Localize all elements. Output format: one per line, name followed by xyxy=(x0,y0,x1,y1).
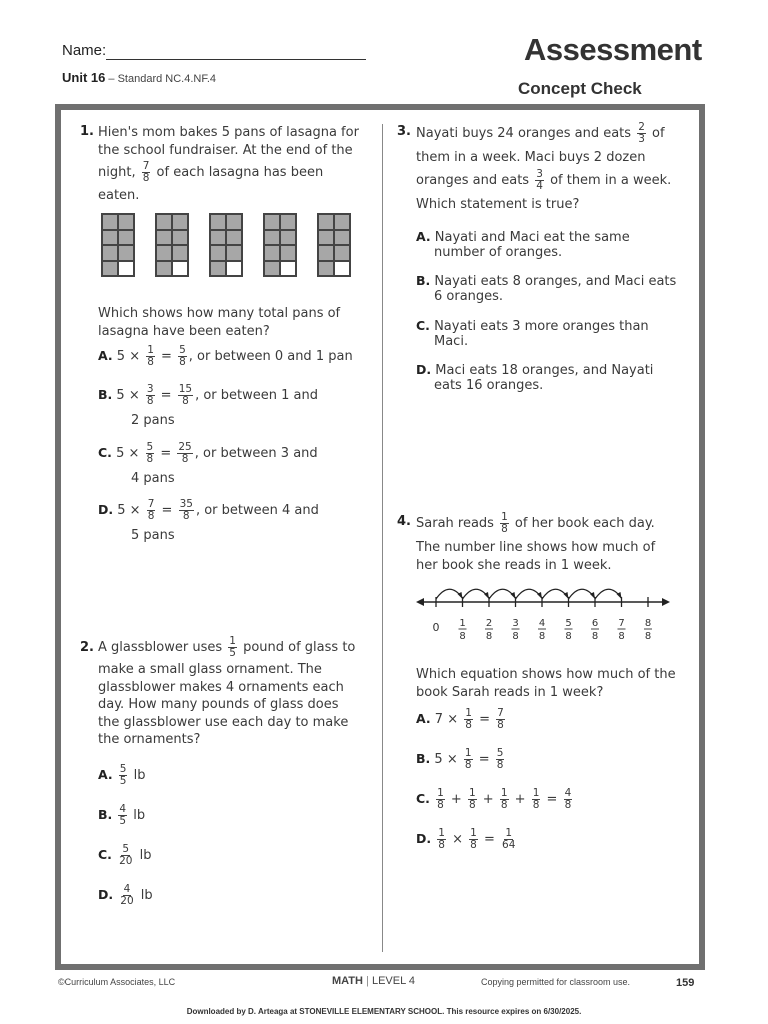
q3-text xyxy=(416,122,671,213)
q3-text-line: Which statement is true? xyxy=(416,196,580,212)
q1-option-d[interactable]: D. 5 × $\frac{7}{8}$ = $\frac{35}{8}$ , or between 4 and 5 pans xyxy=(98,498,319,543)
option-label: B. xyxy=(416,273,431,288)
q3-text-part: of xyxy=(652,126,665,141)
option-text: number of oranges. xyxy=(434,245,563,260)
fraction xyxy=(500,788,509,811)
option-label: D. xyxy=(98,502,114,517)
q2-text-line: day. How many pounds of glass does xyxy=(98,697,339,712)
option-unit: lb xyxy=(140,888,153,903)
frac-den: 8 xyxy=(500,799,508,811)
frac-den: 8 xyxy=(147,510,155,522)
option-text: 7 × xyxy=(434,712,459,727)
q1-prompt-line: Which shows how many total pans of xyxy=(98,306,341,321)
q2-text-line: the ornaments? xyxy=(98,732,201,747)
frac-den: 8 xyxy=(501,523,508,535)
option-text: 5 × xyxy=(116,446,140,461)
frac-den: 5 xyxy=(229,647,236,659)
q2-text-part: A glassblower uses xyxy=(98,640,223,655)
frac-den: 64 xyxy=(502,839,516,851)
frac-num: 5 xyxy=(119,763,127,775)
q3-text-part: of them in a week. xyxy=(550,172,672,188)
fraction xyxy=(564,788,573,811)
option-label: B. xyxy=(98,807,113,822)
frac-num: 3 xyxy=(146,383,154,395)
q2-text-part: pound of glass to xyxy=(243,640,356,655)
footer-level-text: LEVEL 4 xyxy=(371,975,415,987)
q4-option-c[interactable] xyxy=(416,788,574,811)
option-text: 6 oranges. xyxy=(434,289,504,304)
option-label: C. xyxy=(416,791,430,806)
axis-arrow-left xyxy=(416,598,424,606)
q1-option-a[interactable]: A. 5 × $\frac{1}{8}$ = $\frac{5}{8}$ , or between 0 and 1 pan xyxy=(98,344,353,368)
frac-den: 8 xyxy=(146,395,154,407)
q2-text-line: make a small glass ornament. The xyxy=(98,662,322,677)
tick-label-denominator: 8 xyxy=(644,631,652,642)
plus-sign: + xyxy=(450,792,462,807)
option-text: 5 × xyxy=(434,752,458,767)
option-text: , or between 4 and xyxy=(195,503,319,518)
frac-num: 7 xyxy=(142,160,150,172)
frac-den: 8 xyxy=(532,799,540,811)
concept-check-title: Concept Check xyxy=(518,79,642,98)
q2-text-line: the glassblower use each day to make xyxy=(98,714,349,730)
q3-text-line: them in a week. Maci buys 2 dozen xyxy=(416,150,646,165)
option-unit: lb xyxy=(139,848,152,863)
name-line[interactable] xyxy=(106,59,366,60)
frac-den: 8 xyxy=(470,839,477,851)
name-label: Name: xyxy=(62,42,107,59)
option-text: , or between 3 and xyxy=(194,446,318,461)
q3-option-c[interactable] xyxy=(416,318,649,349)
fraction xyxy=(228,636,237,659)
frac-num: 1 xyxy=(438,827,445,839)
number-line-group xyxy=(416,589,670,642)
option-unit: lb xyxy=(133,808,146,823)
frac-den: 8 xyxy=(497,719,504,731)
option-text: Maci eats 18 oranges, and Nayati xyxy=(435,363,654,378)
frac-num: 15 xyxy=(178,383,193,395)
q1-text xyxy=(98,124,359,205)
tick-label-denominator: 8 xyxy=(591,631,599,642)
q2-text-line xyxy=(98,636,355,659)
option-text: 5 pans xyxy=(131,528,175,543)
copyright: ©Curriculum Associates, LLC xyxy=(58,977,176,987)
frac-num: 4 xyxy=(564,787,572,799)
times-sign: × xyxy=(452,832,463,847)
option-label: C. xyxy=(98,445,112,460)
frac-num: 1 xyxy=(468,787,476,799)
fraction xyxy=(437,828,446,851)
frac-den: 20 xyxy=(119,855,133,867)
q3-text-part: Nayati buys 24 oranges and eats xyxy=(416,126,632,141)
q4-text-line xyxy=(416,512,655,535)
frac-num: 1 xyxy=(501,511,508,523)
lasagna-pan xyxy=(101,213,135,277)
frac-den: 8 xyxy=(438,839,445,851)
frac-num: 1 xyxy=(437,787,444,799)
option-label: D. xyxy=(416,362,432,377)
option-text: Nayati eats 8 oranges, and Maci eats xyxy=(434,274,677,289)
fraction xyxy=(501,828,516,851)
fraction xyxy=(177,442,192,465)
unit-line xyxy=(62,70,216,85)
tick-label-numerator: 4 xyxy=(538,618,546,629)
q4-prompt xyxy=(416,666,676,701)
fraction xyxy=(146,442,155,465)
option-text: eats 16 oranges. xyxy=(434,378,544,393)
frac-num: 2 xyxy=(638,121,645,133)
q2-text xyxy=(98,636,355,749)
option-label: B. xyxy=(98,387,113,402)
frac-num: 1 xyxy=(465,707,472,719)
fraction xyxy=(119,884,134,907)
lasagna-pan xyxy=(155,213,189,277)
option-text: 5 × xyxy=(117,503,141,518)
tick-label-denominator: 8 xyxy=(538,631,546,642)
fraction xyxy=(178,384,193,407)
q3-number: 3. xyxy=(397,124,411,139)
fraction xyxy=(142,161,151,184)
equals-sign: = xyxy=(479,712,490,727)
tick-label-denominator: 8 xyxy=(565,631,572,642)
frac-num: 5 xyxy=(146,441,154,453)
fraction xyxy=(464,748,473,771)
fraction xyxy=(532,788,541,811)
q3-option-a[interactable] xyxy=(416,229,630,260)
frac-num: 7 xyxy=(147,498,155,510)
plus-sign: + xyxy=(482,792,494,807)
frac-num: 4 xyxy=(123,883,131,895)
tick-label-denominator: 8 xyxy=(618,631,625,642)
q4-text-part: of her book each day. xyxy=(514,516,655,531)
fraction xyxy=(146,345,155,368)
q4-text-part: Sarah reads xyxy=(416,516,494,531)
frac-num: 5 xyxy=(496,747,504,759)
q1-text-line: eaten. xyxy=(98,188,140,203)
column-divider xyxy=(382,124,383,952)
number-line xyxy=(414,580,674,642)
footer-level xyxy=(332,975,415,987)
tick-label-denominator: 8 xyxy=(459,631,466,642)
tick-label-numerator: 2 xyxy=(485,618,493,629)
tick-label-zero: 0 xyxy=(432,621,440,634)
frac-den: 20 xyxy=(120,895,134,907)
axis-arrow-right xyxy=(662,598,670,606)
q4-option-b[interactable] xyxy=(416,748,506,771)
q3-text-part: oranges and eats xyxy=(416,172,530,188)
option-text: 2 pans xyxy=(131,413,175,428)
frac-num: 1 xyxy=(464,747,472,759)
unit-standard: – Standard NC.4.NF.4 xyxy=(105,73,217,85)
frac-num: 1 xyxy=(229,635,236,647)
q1-prompt-line: lasagna have been eaten? xyxy=(98,323,270,339)
q3-text-line xyxy=(416,122,671,145)
equals-sign: = xyxy=(546,792,558,807)
lasagna-pan xyxy=(317,213,351,277)
frac-den: 3 xyxy=(638,133,645,145)
q1-option-c[interactable]: C. 5 × $\frac{5}{8}$ = $\frac{25}{8}$ , or between 3 and 4 pans xyxy=(98,441,318,486)
lasagna-pan xyxy=(263,213,297,277)
q2-number: 2. xyxy=(80,640,94,655)
frac-den: 8 xyxy=(496,759,504,771)
option-label: A. xyxy=(98,767,113,782)
fraction xyxy=(496,708,505,731)
option-text: Nayati and Maci eat the same xyxy=(434,230,630,245)
q2-option-d[interactable] xyxy=(98,884,153,907)
fraction xyxy=(637,122,646,145)
fraction xyxy=(118,804,127,827)
q4-option-a[interactable] xyxy=(416,708,507,731)
q3-option-d[interactable] xyxy=(416,362,653,393)
q1-text-line: Hien's mom bakes 5 pans of lasagna for xyxy=(98,125,359,140)
frac-num: 7 xyxy=(497,707,504,719)
option-text: 5 × xyxy=(116,388,140,403)
frac-den: 8 xyxy=(465,719,472,731)
fraction xyxy=(535,169,544,192)
lasagna-pan xyxy=(209,213,243,277)
fraction xyxy=(500,512,509,535)
frac-den: 8 xyxy=(147,356,154,368)
q1-text-line: the school fundraiser. At the end of the xyxy=(98,142,353,158)
option-text: Maci. xyxy=(434,334,469,349)
fraction xyxy=(146,384,155,407)
fraction xyxy=(118,844,133,867)
fraction xyxy=(119,764,128,787)
frac-num: 25 xyxy=(178,441,192,453)
tick-label-numerator: 8 xyxy=(644,618,652,629)
tick-label-numerator: 3 xyxy=(512,618,519,629)
q4-text xyxy=(416,512,655,574)
option-label: C. xyxy=(416,318,430,333)
footer-math: MATH xyxy=(332,975,363,987)
frac-num: 1 xyxy=(532,787,540,799)
frac-num: 1 xyxy=(470,827,477,839)
q1-text-part: of each lasagna has been xyxy=(156,165,324,180)
option-label: A. xyxy=(416,229,431,244)
fraction xyxy=(178,345,187,368)
unit-title: Unit 16 xyxy=(62,70,106,85)
frac-den: 8 xyxy=(146,453,154,465)
frac-num: 1 xyxy=(147,344,154,356)
fraction xyxy=(464,708,473,731)
option-label: A. xyxy=(98,348,113,363)
q3-option-b[interactable] xyxy=(416,273,676,304)
frac-den: 8 xyxy=(179,356,186,368)
frac-num: 4 xyxy=(119,803,127,815)
tick-label-numerator: 7 xyxy=(618,618,625,629)
frac-den: 8 xyxy=(468,799,476,811)
option-text: Nayati eats 3 more oranges than xyxy=(434,319,649,334)
frac-den: 8 xyxy=(182,510,190,522)
q1-option-b[interactable]: B. 5 × $\frac{3}{8}$ = $\frac{15}{8}$ , or between 1 and 2 pans xyxy=(98,383,318,428)
fraction xyxy=(179,499,194,522)
q3-text-line xyxy=(416,169,671,192)
equals-sign: = xyxy=(483,832,495,847)
q1-prompt xyxy=(98,305,340,340)
fraction xyxy=(147,499,156,522)
frac-num: 5 xyxy=(179,344,186,356)
frac-den: 8 xyxy=(181,453,189,465)
option-label: D. xyxy=(98,887,114,902)
fraction xyxy=(469,828,478,851)
frac-den: 8 xyxy=(142,172,150,184)
q4-text-line: The number line shows how much of xyxy=(416,540,656,555)
fraction xyxy=(436,788,445,811)
q4-number: 4. xyxy=(397,514,411,529)
q4-option-d[interactable] xyxy=(416,828,518,851)
copying-note: Copying permitted for classroom use. xyxy=(481,977,631,987)
assessment-title: Assessment xyxy=(524,32,702,67)
tick-label-numerator: 1 xyxy=(459,618,466,629)
frac-den: 8 xyxy=(182,395,189,407)
option-label: C. xyxy=(98,847,112,862)
frac-num: 1 xyxy=(500,787,508,799)
frac-num: 3 xyxy=(536,167,543,180)
frac-den: 8 xyxy=(464,759,472,771)
option-label: B. xyxy=(416,751,431,766)
q4-text-line: her book she reads in 1 week. xyxy=(416,557,612,573)
q1-number: 1. xyxy=(80,124,94,139)
tick-label-numerator: 5 xyxy=(565,618,572,629)
option-text: , or between 0 and 1 pan xyxy=(188,349,353,364)
option-label: D. xyxy=(416,831,432,846)
option-label: A. xyxy=(416,711,431,726)
fraction xyxy=(468,788,477,811)
q2-option-a[interactable] xyxy=(98,764,146,787)
q2-option-b[interactable] xyxy=(98,804,145,827)
frac-den: 5 xyxy=(119,775,127,787)
q4-prompt-line: book Sarah reads in 1 week? xyxy=(416,684,604,700)
frac-den: 4 xyxy=(536,179,543,192)
frac-num: 1 xyxy=(505,827,513,839)
equals-sign: = xyxy=(478,752,490,767)
fraction xyxy=(496,748,505,771)
frac-num: 35 xyxy=(179,498,193,510)
tick-label-denominator: 8 xyxy=(512,631,519,642)
frac-den: 5 xyxy=(119,815,127,827)
plus-sign: + xyxy=(514,792,526,807)
page-number: 159 xyxy=(676,977,695,989)
option-text: , or between 1 and xyxy=(195,388,318,403)
q4-prompt-line: Which equation shows how much of the xyxy=(416,667,676,682)
q2-option-c[interactable] xyxy=(98,844,151,867)
q2-text-line: glassblower makes 4 ornaments each xyxy=(98,679,344,695)
download-note: Downloaded by D. Arteaga at STONEVILLE ELEMENTARY SCHOOL. This resource expires on 6/30/2025. xyxy=(186,1007,582,1016)
frac-num: 5 xyxy=(122,843,130,855)
footer-sep: | xyxy=(366,975,369,987)
q1-text-line xyxy=(98,161,359,184)
tick-label-numerator: 6 xyxy=(591,618,599,629)
q1-text-part: night, xyxy=(98,165,136,180)
option-text: 4 pans xyxy=(131,471,175,486)
option-text: 5 × xyxy=(116,349,141,364)
frac-den: 8 xyxy=(564,799,572,811)
frac-den: 8 xyxy=(437,799,444,811)
option-unit: lb xyxy=(133,768,146,783)
tick-label-denominator: 8 xyxy=(485,631,493,642)
